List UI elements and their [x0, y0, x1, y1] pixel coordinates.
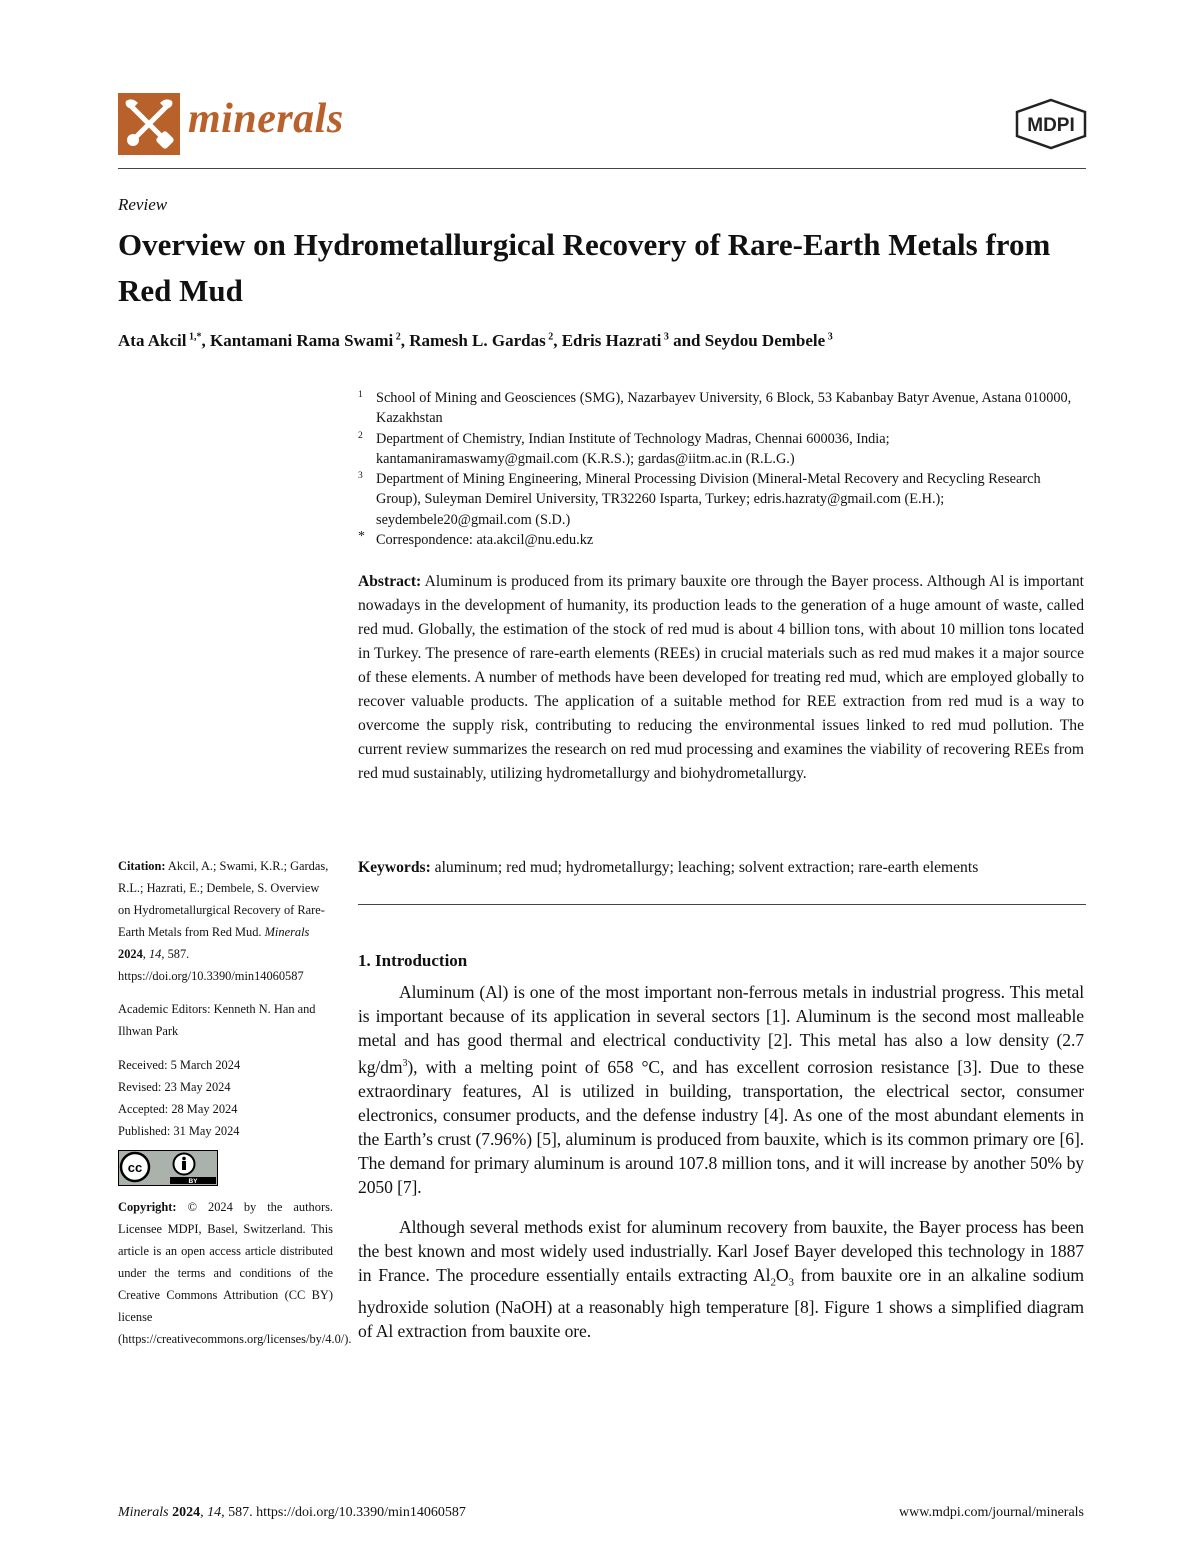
published-date: Published: 31 May 2024 [118, 1124, 240, 1138]
author-affiliation-mark: 2 [545, 331, 554, 343]
keywords-text: aluminum; red mud; hydrometallurgy; leaching; solvent extraction; rare-earth elements [434, 859, 979, 876]
affiliation-text: School of Mining and Geosciences (SMG), Nazarbayev University, 6 Block, 53 Kabanbay Batyr Avenue, Astana 010000, Kazakhstan [376, 390, 1072, 427]
received-date: Received: 5 March 2024 [118, 1058, 241, 1072]
citation-doi-link[interactable]: https://doi.org/10.3390/min14060587 [118, 969, 304, 983]
section-divider [358, 904, 1086, 905]
affiliation-text: Department of Mining Engineering, Mineral Processing Division (Mineral-Metal Recovery and Recycling Research Group), Suleyman Demirel University, TR32260 Isparta, Turkey; edris.hazraty@gmail.com (E.H.); seydembele20@gmail.com (S.D.) [376, 471, 1041, 528]
affiliations [358, 388, 1088, 550]
section-heading: 1. Introduction [358, 951, 468, 970]
affiliation-text: Department of Chemistry, Indian Institute of Technology Madras, Chennai 600036, India; kantamaniramaswamy@gmail.com (K.R.S.); gardas@iitm.ac.in (R.L.G.) [376, 430, 890, 467]
affiliation-item [358, 429, 1088, 470]
cc-by-label: BY [188, 1178, 198, 1185]
publication-dates [118, 1054, 333, 1142]
crossed-shovel-pick-icon [118, 93, 180, 155]
affiliation-mark: 2 [358, 430, 363, 441]
abstract-text: Aluminum is produced from its primary bauxite ore through the Bayer process. Although Al is important nowadays in the development of humanity, its production leads to the generation of a huge amount of waste, called red mud. Globally, the estimation of the stock of red mud is about 4 billion tons, with about 10 million tons located in Turkey. The presence of rare-earth elements (REEs) in crucial materials such as red mud makes it a major source of these elements. A number of methods have been developed for treating red mud, which are employed globally to recover valuable products. The application of a suitable method for REE extraction from red mud is a way to overcome the supply risk, contributing to reducing the environmental issues linked to red mud pollution. The current review summarizes the research on red mud processing and examines the viability of recovering REEs from red mud sustainably, utilizing hydrometallurgy and biohydrometallurgy. [358, 573, 1084, 782]
footer-citation: Minerals 2024, 14, 587. https://doi.org/10.3390/min14060587 [118, 1505, 466, 1520]
keywords-label: Keywords: [358, 859, 431, 876]
affiliation-mark: 3 [358, 471, 363, 482]
footer-journal-url[interactable]: www.mdpi.com/journal/minerals [899, 1505, 1084, 1520]
revised-date: Revised: 23 May 2024 [118, 1080, 231, 1094]
citation-block: Citation: Akcil, A.; Swami, K.R.; Gardas, R.L.; Hazrati, E.; Dembele, S. Overview on Hydrometallurgical Recovery of Rare-Earth Metals from Red Mud. Minerals 2024, 14, 587. https://doi.org/10.3390/min14060587 [118, 859, 329, 983]
author-affiliation-mark: 3 [661, 331, 669, 343]
author-name: Ramesh L. Gardas [409, 331, 546, 350]
article-title: Overview on Hydrometallurgical Recovery of Rare-Earth Metals from Red Mud [118, 227, 1051, 308]
keywords [358, 856, 1088, 880]
affiliation-item [358, 469, 1088, 530]
author-affiliation-mark: 2 [393, 331, 401, 343]
journal-name: minerals [188, 96, 344, 142]
author-affiliation-mark: 3 [825, 331, 833, 343]
abstract [358, 570, 1084, 786]
affiliation-mark: 1 [358, 390, 363, 400]
author-name: Seydou Dembele [704, 331, 826, 350]
svg-text:cc: cc [127, 1160, 143, 1175]
academic-editors: Academic Editors: Kenneth N. Han and Ilhwan Park [118, 1002, 316, 1038]
affiliation-text: Correspondence: ata.akcil@nu.edu.kz [376, 532, 594, 549]
author-affiliation-mark: 1,* [186, 331, 202, 343]
abstract-label: Abstract: [358, 573, 422, 590]
author-name: Ata Akcil [118, 331, 187, 350]
affiliation-item [358, 388, 1088, 429]
accepted-date: Accepted: 28 May 2024 [118, 1102, 238, 1116]
article-type: Review [118, 195, 168, 214]
cc-by-license-badge[interactable] [118, 1150, 218, 1186]
intro-paragraph-2: Although several methods exist for aluminum recovery from bauxite, the Bayer process has been the best known and most widely used industrially. Karl Josef Bayer developed this technology in 1887 in France. The procedure essentially entails extracting $Al_2O_3$ from bauxite ore in an alkaline sodium hydroxide solution (NaOH) at a reasonably high temperature [8]. Figure 1 shows a simplified diagram of Al extraction from bauxite ore. [358, 1217, 1085, 1341]
author-list: Ata Akcil $^{1,*}$, Kantamani Rama Swami $^2$, Ramesh L. Gardas $^2$, Edris Hazrati $^3$ and Seydou Dembele $^3$ [118, 331, 833, 350]
journal-logo [118, 93, 180, 155]
affiliation-item [358, 530, 1088, 550]
mdpi-logo-text: MDPI [1027, 115, 1075, 136]
intro-paragraph-1: Aluminum (Al) is one of the most important non-ferrous metals in industrial progress. This metal is important because of its application in several sectors [1]. Aluminum is the second most malleable metal and has good thermal and electrical conductivity [2]. This metal has also a low density (2.7 $kg/dm^3$), with a melting point of 658 °C, and has excellent corrosion resistance [3]. Due to these extraordinary features, Al is utilized in building, transportation, the electrical sector, consumer electronics, consumer products, and the defense industry [4]. As one of the most abundant elements in the Earth’s crust (7.96%) [5], aluminum is produced from bauxite, which is its common primary ore [6]. The demand for primary aluminum is around 107.8 million tons, and it will increase by another 50% by 2050 [7]. [358, 982, 1084, 1197]
mdpi-logo [1013, 98, 1089, 150]
author-name: Kantamani Rama Swami [209, 331, 394, 350]
copyright-notice: Copyright: © 2024 by the authors. Licensee MDPI, Basel, Switzerland. This article is an open access article distributed under the terms and conditions of the Creative Commons Attribution (CC BY) license (https://creativecommons.org/licenses/by/4.0/). [118, 1200, 352, 1346]
author-name: Edris Hazrati [561, 331, 662, 350]
header-divider [118, 168, 1086, 169]
affiliation-mark: * [358, 529, 365, 545]
